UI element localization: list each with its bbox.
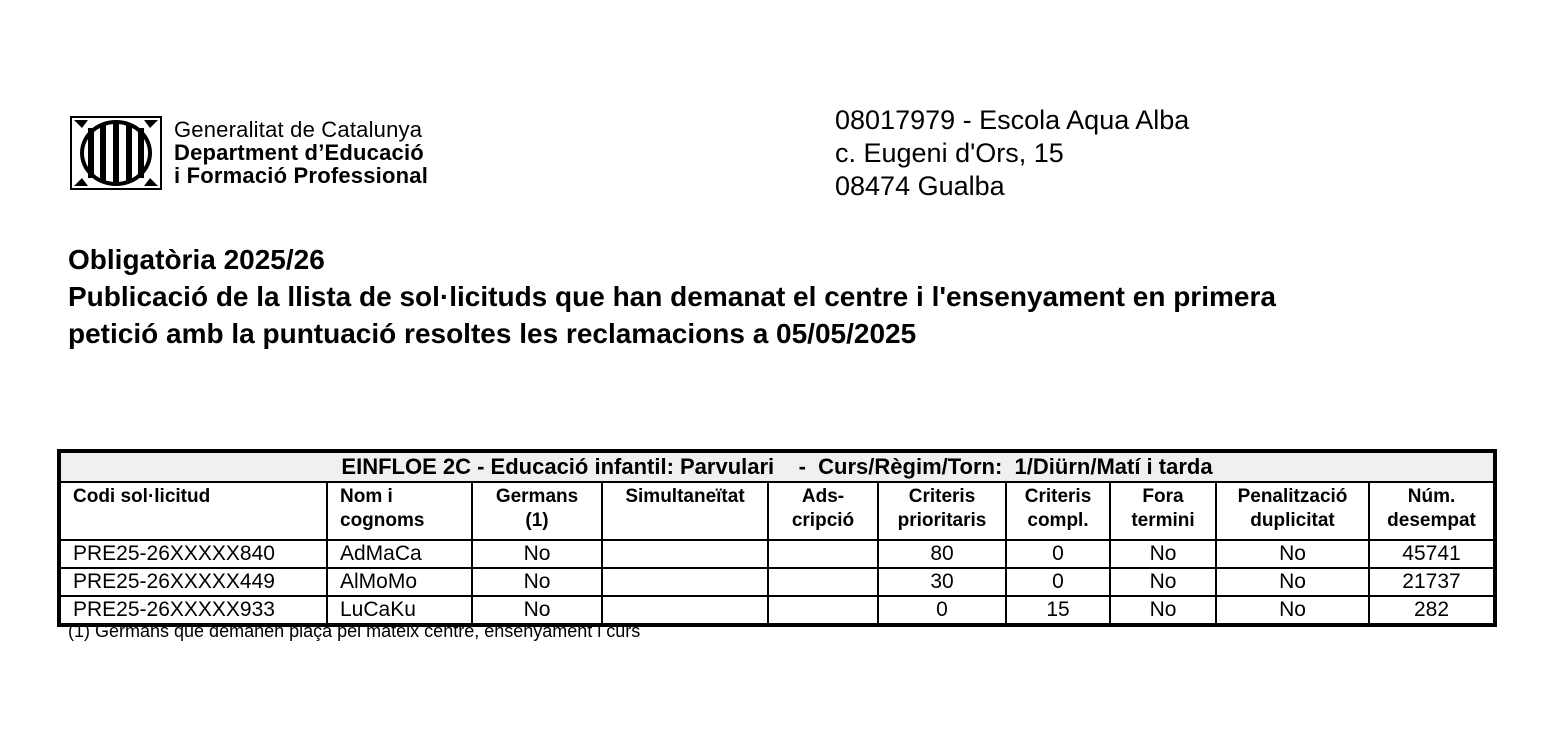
title-line-2: petició amb la puntuació resoltes les reclamacions a 05/05/2025 — [68, 318, 917, 349]
cell-simultaneitat — [602, 540, 768, 568]
col-header-fora-termini: Fora termini — [1110, 482, 1216, 540]
applications-table-container — [57, 449, 1493, 627]
logo-line-generalitat: Generalitat de Catalunya — [174, 117, 423, 142]
cell-num-desempat: 282 — [1369, 596, 1495, 625]
cell-criteris-compl: 0 — [1006, 540, 1110, 568]
cell-codi: PRE25-26XXXXX449 — [59, 568, 327, 596]
cell-nom: LuCaKu — [327, 596, 472, 625]
school-street: c. Eugeni d'Ors, 15 — [835, 138, 1064, 168]
cell-codi: PRE25-26XXXXX933 — [59, 596, 327, 625]
col-header-penalitzacio: Penalització duplicitat — [1216, 482, 1369, 540]
generalitat-logo — [70, 116, 590, 192]
generalitat-emblem-icon — [70, 116, 162, 190]
applications-table — [57, 449, 1497, 627]
table-group-title: EINFLOE 2C - Educació infantil: Parvulari - Curs/Règim/Torn: 1/Diürn/Matí i tarda — [59, 451, 1495, 482]
cell-fora-termini: No — [1110, 540, 1216, 568]
cell-criteris-prioritaris: 80 — [878, 540, 1006, 568]
title-line-1: Publicació de la llista de sol·licituds que han demanat el centre i l'ensenyament en primera — [68, 281, 1276, 312]
col-header-criteris-prioritaris: Criteris prioritaris — [878, 482, 1006, 540]
logo-line-department: Department d’Educació — [174, 140, 424, 165]
cell-penalitzacio: No — [1216, 596, 1369, 625]
cell-penalitzacio: No — [1216, 568, 1369, 596]
col-header-criteris-compl: Criteris compl. — [1006, 482, 1110, 540]
school-name: 08017979 - Escola Aqua Alba — [835, 105, 1190, 135]
school-city: 08474 Gualba — [835, 171, 1005, 201]
cell-criteris-prioritaris: 30 — [878, 568, 1006, 596]
cell-criteris-compl: 0 — [1006, 568, 1110, 596]
col-header-germans: Germans (1) — [472, 482, 602, 540]
cell-nom: AdMaCa — [327, 540, 472, 568]
cell-adscripcio — [768, 568, 878, 596]
cell-adscripcio — [768, 540, 878, 568]
cell-germans: No — [472, 568, 602, 596]
col-header-num-desempat: Núm. desempat — [1369, 482, 1495, 540]
cell-simultaneitat — [602, 568, 768, 596]
cell-criteris-prioritaris: 0 — [878, 596, 1006, 625]
cell-germans: No — [472, 596, 602, 625]
cell-penalitzacio: No — [1216, 540, 1369, 568]
logo-text — [174, 118, 428, 187]
col-header-simultaneitat: Simultaneïtat — [602, 482, 768, 540]
table-row — [59, 540, 1495, 568]
cell-criteris-compl: 15 — [1006, 596, 1110, 625]
school-address — [835, 104, 1189, 203]
cell-germans: No — [472, 540, 602, 568]
cell-nom: AlMoMo — [327, 568, 472, 596]
table-header-row — [59, 482, 1495, 540]
cell-fora-termini: No — [1110, 568, 1216, 596]
col-header-codi: Codi sol·licitud — [59, 482, 327, 540]
cell-num-desempat: 45741 — [1369, 540, 1495, 568]
cell-adscripcio — [768, 596, 878, 625]
table-footnote: (1) Germans que demanen plaça pel mateix centre, ensenyament i curs — [68, 621, 641, 641]
cell-fora-termini: No — [1110, 596, 1216, 625]
cell-num-desempat: 21737 — [1369, 568, 1495, 596]
col-header-adscripcio: Ads- cripció — [768, 482, 878, 540]
table-row — [59, 568, 1495, 596]
title-year: Obligatòria 2025/26 — [68, 244, 325, 275]
document-title — [68, 241, 1488, 352]
col-header-nom: Nom i cognoms — [327, 482, 472, 540]
cell-codi: PRE25-26XXXXX840 — [59, 540, 327, 568]
logo-line-formacio: i Formació Professional — [174, 163, 429, 188]
